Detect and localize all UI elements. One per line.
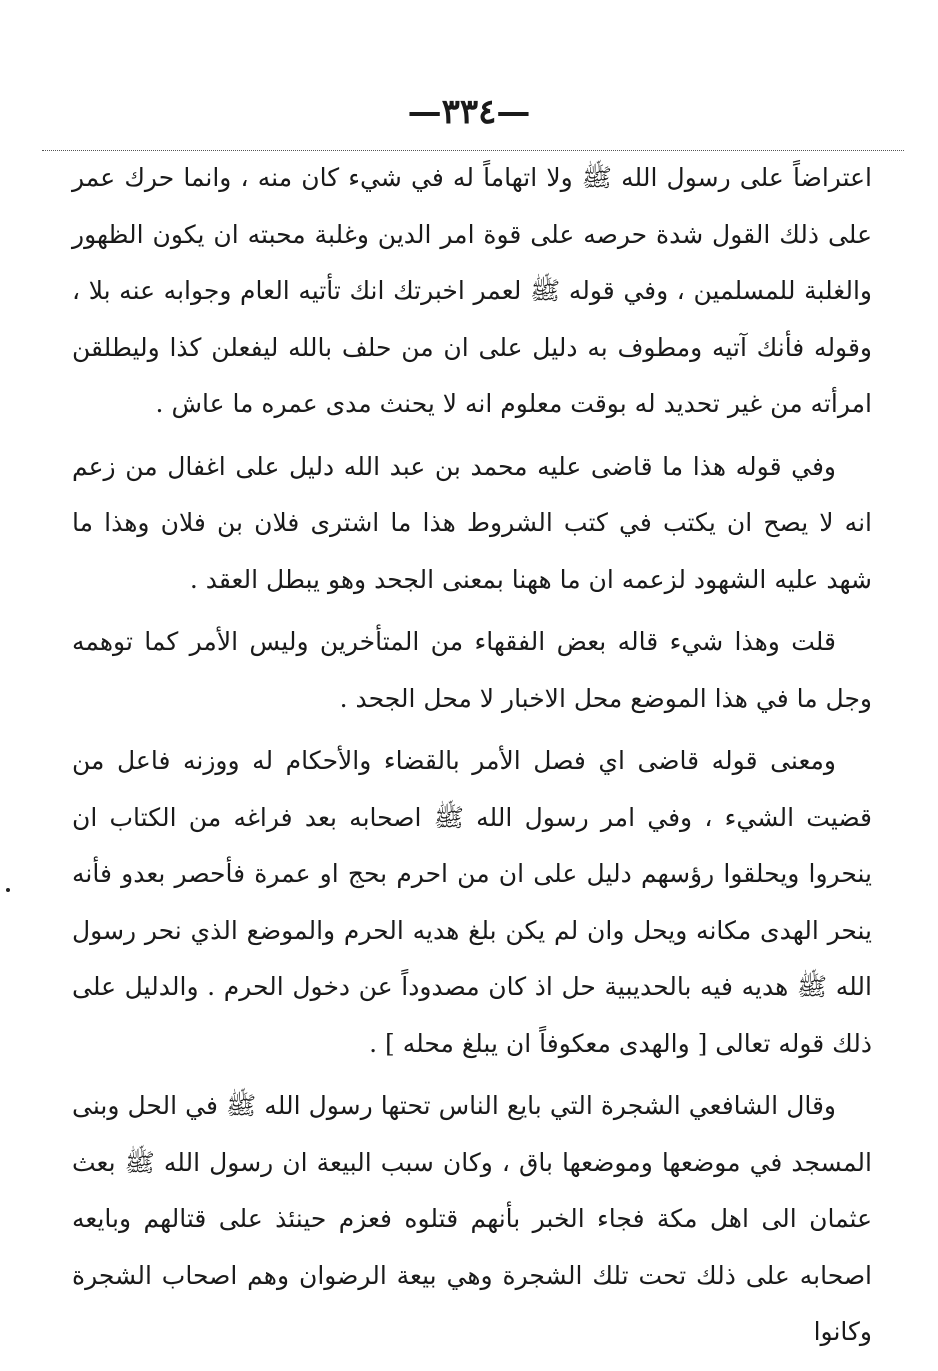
- page-number: —٣٣٤—: [407, 92, 531, 132]
- paragraph-3: قلت وهذا شيء قاله بعض الفقهاء من المتأخرين وليس الأمر كما توهمه وجل ما في هذا الموضع محل الاخبار لا محل الجحد .: [72, 627, 872, 713]
- margin-speck: [6, 888, 10, 892]
- paragraph-5: وقال الشافعي الشجرة التي بايع الناس تحتها رسول الله ﷺ في الحل وبنى المسجد في موضعها وموضعها باق ، وكان سبب البيعة ان رسول الله ﷺ بعث عثمان الى اهل مكة فجاء الخبر بأنهم قتلوه فعزم حينئذ على قتالهم وبايعه اصحابه على ذلك تحت تلك الشجرة وهي بيعة الرضوان وهم اصحاب الشجرة وكانوا: [72, 1091, 872, 1346]
- paragraph-2: وفي قوله هذا ما قاضى عليه محمد بن عبد الله دليل على اغفال من زعم انه لا يصح ان يكتب في كتب الشروط هذا ما اشترى فلان بن فلان وهذا ما شهد عليه الشهود لزعمه ان ما ههنا بمعنى الجحد وهو يبطل العقد .: [72, 451, 872, 594]
- body-text: [72, 150, 872, 1361]
- paragraph-4: ومعنى قوله قاضى اي فصل الأمر بالقضاء والأحكام له ووزنه فاعل من قضيت الشيء ، وفي امر رسول الله ﷺ اصحابه بعد فراغه من الكتاب ان ينحروا ويحلقوا رؤسهم دليل على ان من احرم بحج او عمرة فأحصر بعدو فأنه ينحر الهدى مكانه ويحل وان لم يكن بلغ هديه الحرم والموضع الذي نحر رسول الله ﷺ هديه فيه بالحديبية حل اذ كان مصدوداً عن دخول الحرم . والدليل على ذلك قوله تعالى [ والهدى معكوفاً ان يبلغ محله ] .: [72, 746, 872, 1058]
- paragraph-1: اعتراضاً على رسول الله ﷺ ولا اتهاماً له في شيء كان منه ، وانما حرك عمر على ذلك القول شدة حرصه على قوة امر الدين وغلبة محبته ان يكون الظهور والغلبة للمسلمين ، وفي قوله ﷺ لعمر اخبرتك انك تأتيه العام وجوابه عنه بلا ، وقوله فأنك آتيه ومطوف به دليل على ان من حلف بالله ليفعلن كذا وليطلقن امرأته من غير تحديد له بوقت معلوم انه لا يحنث مدى عمره ما عاش .: [72, 163, 872, 418]
